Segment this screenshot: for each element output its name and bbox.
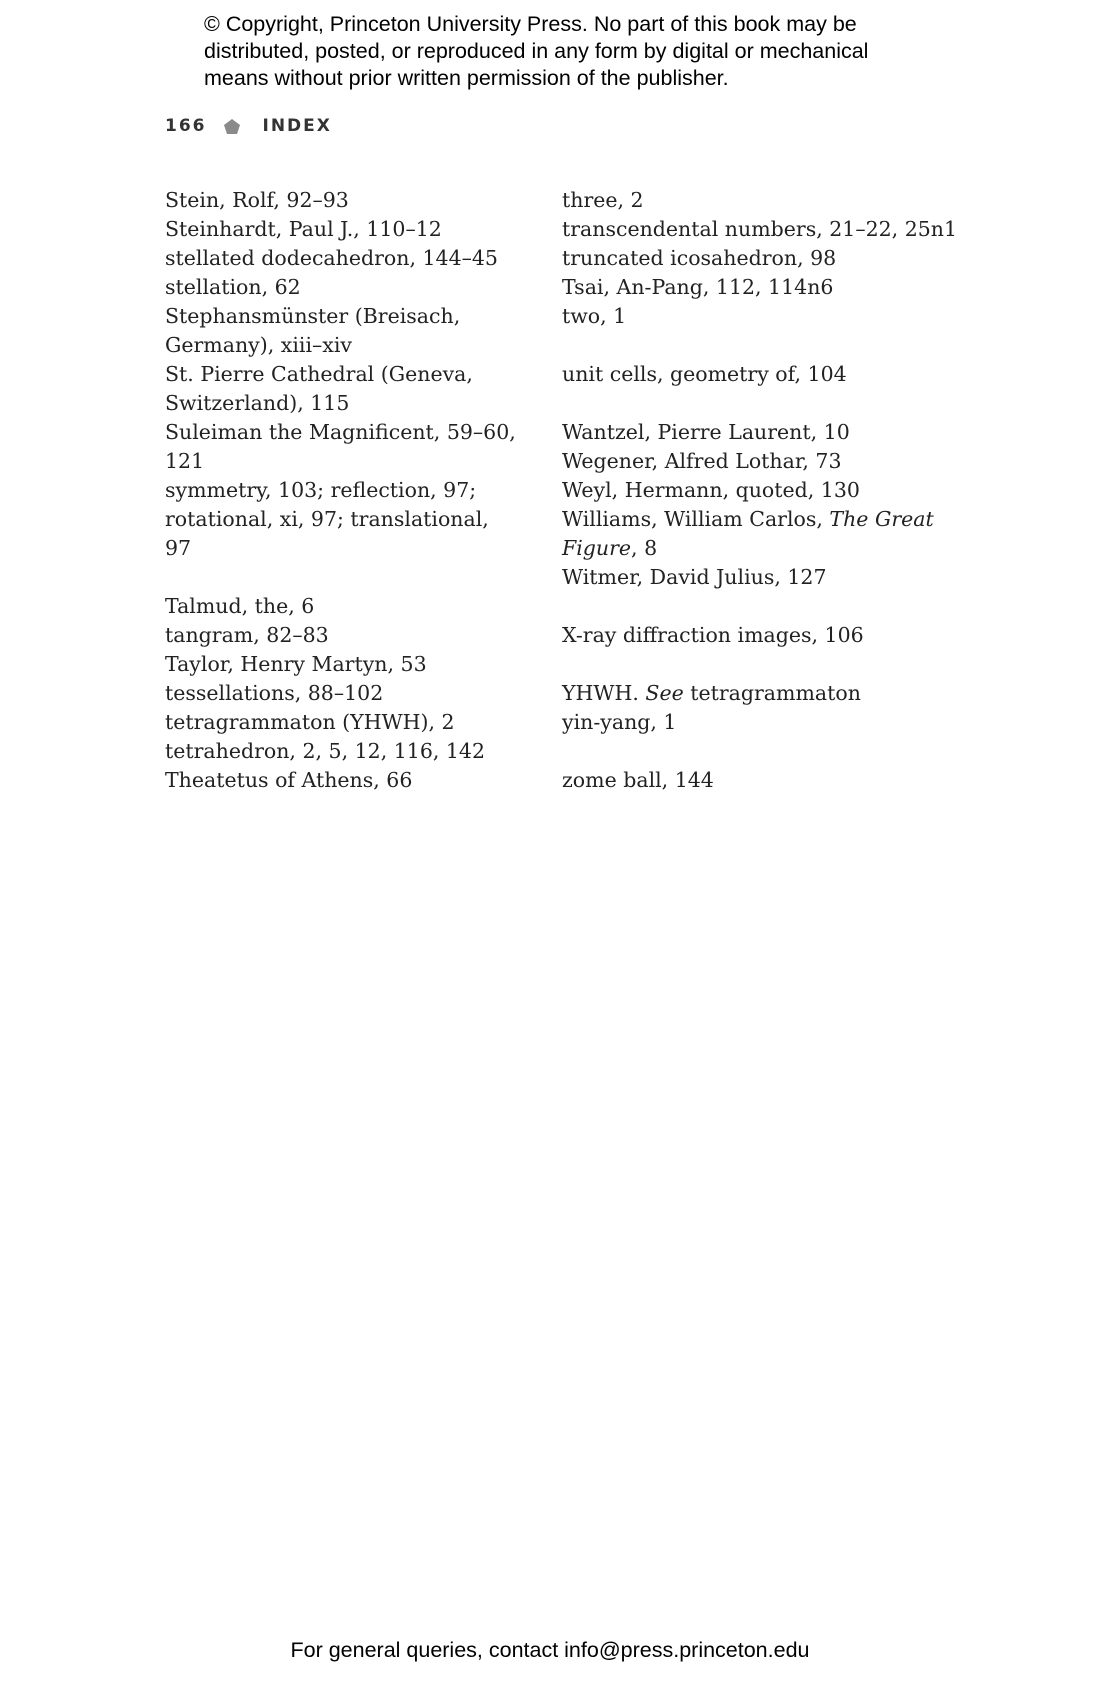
contact-footer: For general queries, contact info@press.princeton.edu [290,1638,810,1662]
index-entry: Theatetus of Athens, 66 [165,768,413,792]
section-title: INDEX [262,116,332,136]
index-entry: tangram, 82–83 [165,623,329,647]
index-entry: Steinhardt, Paul J., 110–12 [165,217,442,241]
index-entry: Suleiman the Magnificent, 59–60, 121 [165,420,516,473]
index-entry: Tsai, An-Pang, 112, 114n6 [562,275,834,299]
index-entry: Wantzel, Pierre Laurent, 10 [562,420,850,444]
letter-group-gap [562,592,972,621]
index-entry: Weyl, Hermann, quoted, 130 [562,478,860,502]
letter-group-gap [562,331,972,360]
index-entry: symmetry, 103; reflection, 97; rotational, xi, 97; translational, 97 [165,478,489,560]
letter-group-gap [562,737,972,766]
index-entry: Taylor, Henry Martyn, 53 [165,652,427,676]
index-entry: two, 1 [562,304,627,328]
index-entry: stellated dodecahedron, 144–45 [165,246,498,270]
index-entry: unit cells, geometry of, 104 [562,362,847,386]
index-entry: St. Pierre Cathedral (Geneva, Switzerland), 115 [165,362,473,415]
index-entry: stellation, 62 [165,275,301,299]
index-entry: zome ball, 144 [562,768,714,792]
index-column-right [562,186,972,795]
index-entry: YHWH. See tetragrammaton [562,681,861,705]
index-entry: Williams, William Carlos, The Great Figure, 8 [562,507,934,560]
letter-group-gap [562,389,972,418]
index-entry: tessellations, 88–102 [165,681,384,705]
copyright-notice [204,11,964,92]
copyright-line: means without prior written permission of the publisher. [204,66,729,90]
index-entry: truncated icosahedron, 98 [562,246,837,270]
letter-group-gap [562,650,972,679]
index-entry: Witmer, David Julius, 127 [562,565,827,589]
index-entry: three, 2 [562,188,644,212]
index-entry: tetragrammaton (YHWH), 2 [165,710,455,734]
copyright-line: distributed, posted, or reproduced in any form by digital or mechanical [204,39,869,63]
index-entry: tetrahedron, 2, 5, 12, 116, 142 [165,739,486,763]
index-column-left [165,186,555,795]
index-entry: transcendental numbers, 21–22, 25n1 [562,217,958,241]
index-entry: X-ray diffraction images, 106 [562,623,864,647]
copyright-line: © Copyright, Princeton University Press. No part of this book may be [204,12,857,36]
running-head [165,114,332,138]
pentagon-ornament-icon [223,118,241,135]
index-entry: Stein, Rolf, 92–93 [165,188,349,212]
letter-group-gap [165,563,555,592]
index-entry: Talmud, the, 6 [165,594,315,618]
page-number: 166 [165,116,207,136]
index-entry: Stephansmünster (Breisach, Germany), xiii–xiv [165,304,461,357]
index-entry: Wegener, Alfred Lothar, 73 [562,449,842,473]
index-entry: yin-yang, 1 [562,710,677,734]
